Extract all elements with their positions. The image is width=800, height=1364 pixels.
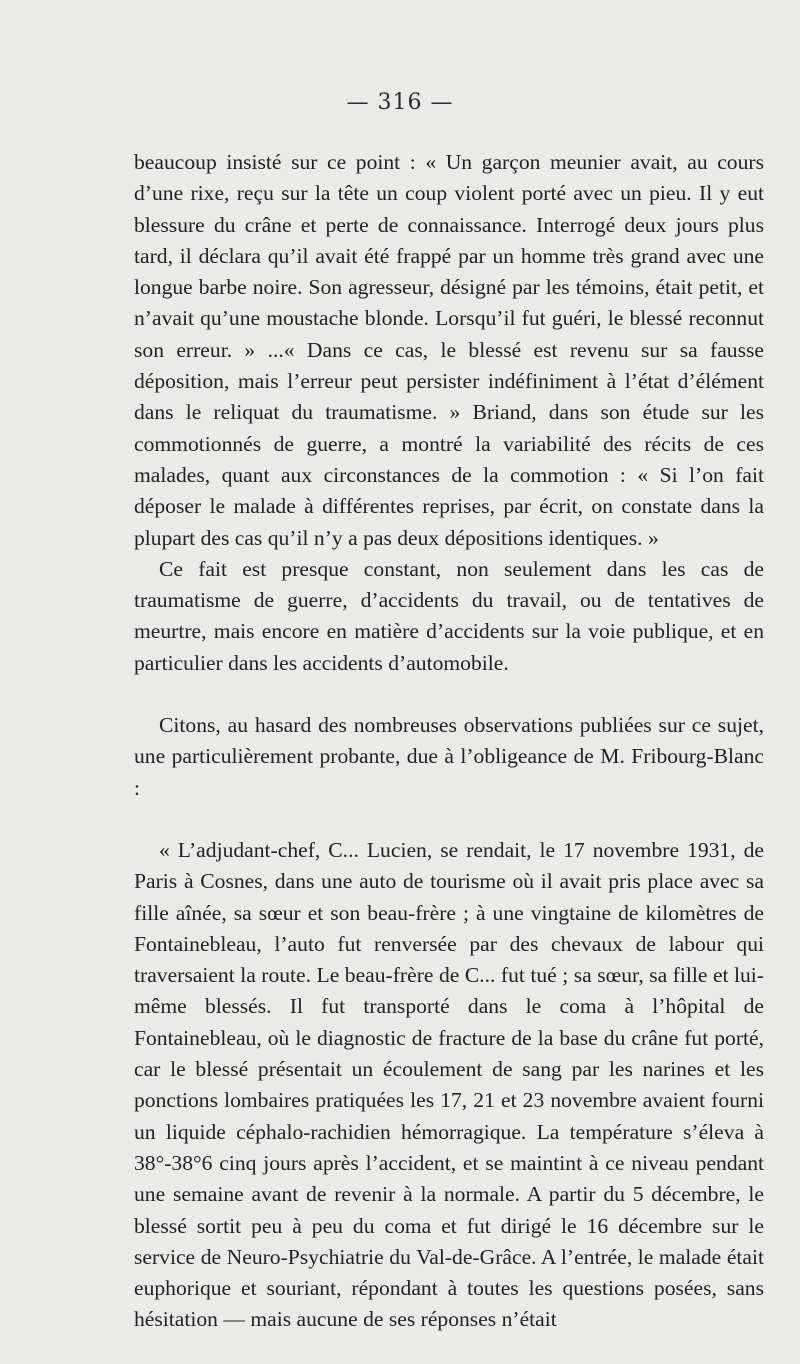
paragraph-1: beaucoup insisté sur ce point : « Un garçon meunier avait, au cours d’une rixe, reçu sur la tête un coup violent porté avec un pieu. Il y eut blessure du crâne et perte de connaissance. Interrogé deux jours plus tard, il déclara qu’il avait été frappé par un homme très grand avec une longue barbe noire. Son agresseur, désigné par les témoins, était petit, et n’avait qu’une moustache blonde. Lorsqu’il fut guéri, le blessé reconnut son erreur. » ...« Dans ce cas, le blessé est revenu sur sa fausse déposition, mais l’erreur peut persister indéfiniment à l’état d’élément dans le reliquat du traumatisme. » Briand, dans son étude sur les commotionnés de guerre, a montré la variabilité des récits de ces malades, quant aux circonstances de la commotion : « Si l’on fait déposer le malade à différentes reprises, par écrit, on constate dans la plupart des cas qu’il n’y a pas deux dépositions identiques. »: [134, 150, 764, 550]
body-text: [134, 147, 764, 1336]
page-number: — 316 —: [346, 90, 454, 115]
paragraph-4: « L’adjudant-chef, C... Lucien, se rendait, le 17 novembre 1931, de Paris à Cosnes, dans une auto de tourisme où il avait pris place avec sa fille aînée, sa sœur et son beau-frère ; à une vingtaine de kilomètres de Fontainebleau, l’auto fut renversée par des chevaux de labour qui traversaient la route. Le beau-frère de C... fut tué ; sa sœur, sa fille et lui-même blessés. Il fut transporté dans le coma à l’hôpital de Fontainebleau, où le diagnostic de fracture de la base du crâne fut porté, car le blessé présentait un écoulement de sang par les narines et les ponctions lombaires pratiquées les 17, 21 et 23 novembre avaient fourni un liquide céphalo-rachidien hémorragique. La température s’éleva à 38°-38°6 cinq jours après l’accident, et se maintint à ce niveau pendant une semaine avant de revenir à la normale. A partir du 5 décembre, le blessé sortit peu à peu du coma et fut dirigé le 16 décembre sur le service de Neuro-Psychiatrie du Val-de-Grâce. A l’entrée, le malade était euphorique et souriant, répondant à toutes les questions posées, sans hésitation — mais aucune de ses réponses n’était: [134, 837, 764, 1332]
paragraph-3: Citons, au hasard des nombreuses observations publiées sur ce sujet, une particulièrement probante, due à l’obligeance de M. Fribourg-Blanc :: [134, 713, 764, 800]
paragraph-2: Ce fait est presque constant, non seulement dans les cas de traumatisme de guerre, d’accidents du travail, ou de tentatives de meurtre, mais encore en matière d’accidents sur la voie publique, et en particulier dans les accidents d’automobile.: [134, 556, 764, 675]
